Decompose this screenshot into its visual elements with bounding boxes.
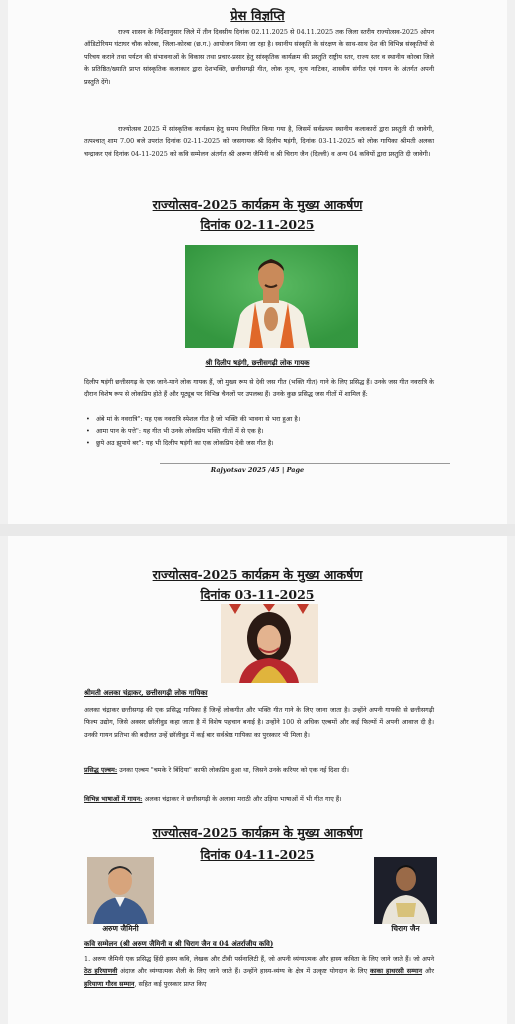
list-item: • आमा पान के पत्ते": यह गीत भी उनके लोकप्रिय भक्ति गीतों में से एक है। bbox=[84, 425, 434, 437]
artist-photo-dilip bbox=[185, 245, 358, 348]
date-heading: दिनांक 02-11-2025 bbox=[200, 217, 315, 232]
page-separator bbox=[0, 524, 515, 536]
schedule-paragraph: राज्योत्सव 2025 में सांस्कृतिक कार्यक्रम हेतु समय निर्धारित किया गया है, जिसमें सर्वप्रथम स्थानीय कलाकारों द्वारा प्रस्तुती दी जावेगी, तत्पश्चात् शाम 7.00 बजे उपरांत दिनांक 02-11-2025 को जसगायक श्री दिलीप षड़ंगी, दिनांक 03-11-2025 को लोक गायिका श्रीमती अलका चन्द्राकर एवं दिनांक 04-11-2025 को कवि सम्मेलन अंतर्गत श्री अरूण जैमिनी व श्री चिराग जैन (दिल्ली) व अन्य 04 कवियों द्वारा प्रस्तुति दी जावेगी। bbox=[84, 125, 434, 158]
page-edge-left bbox=[0, 0, 8, 524]
date-heading-2: दिनांक 04-11-2025 bbox=[200, 847, 315, 862]
poet-photo-chirag bbox=[374, 857, 437, 924]
press-release-heading: प्रेस विज्ञप्ति bbox=[230, 9, 285, 24]
page-edge-right bbox=[507, 536, 515, 1024]
main-attractions-heading-2: राज्योत्सव-2025 कार्यक्रम के मुख्य आकर्षण bbox=[152, 825, 363, 840]
artist-caption: श्रीमती अलका चंद्राकर, छत्तीसगढ़ी लोक गायिका bbox=[84, 688, 208, 697]
poet-bio bbox=[84, 953, 434, 990]
poet-name-arun: अरुण जैमिनी bbox=[102, 924, 139, 933]
poet-bio-highlight: हरियाणा गौरव सम्मान bbox=[84, 979, 135, 988]
poet-photo-arun bbox=[87, 857, 154, 924]
poet-illustration bbox=[374, 857, 437, 924]
kavi-sammelan-caption: कवि सम्मेलन (श्री अरुण जैमिनी व श्री चिराग जैन व 04 अंतर्राजीय कवि) bbox=[84, 939, 274, 948]
album-text: उनका एल्बम "चमके रे बिंदिया" काफी लोकप्रिय हुआ था, जिसने उनके करियर को एक नई दिशा दी। bbox=[119, 766, 349, 774]
page-footer: Rajyotsav 2025 /45 | Page bbox=[210, 466, 305, 474]
singer-illustration bbox=[221, 604, 318, 683]
artist-caption: श्री दिलीप षड़ंगी, छत्तीसगढ़ी लोक गायक bbox=[205, 358, 310, 367]
list-item: • अंबे मां के नवरात्रि": यह एक नवरात्रि स्पेशल गीत है जो भक्ति की भावना से भरा हुआ है। bbox=[84, 413, 434, 425]
poet-bio-text: , सहित कई पुरस्कार प्राप्त किए bbox=[134, 979, 207, 988]
main-attractions-heading: राज्योत्सव-2025 कार्यक्रम के मुख्य आकर्षण bbox=[152, 567, 363, 582]
page-two bbox=[0, 536, 515, 1024]
poet-bio-highlight: काका हाथरसी सम्मान bbox=[369, 967, 423, 976]
main-attractions-heading: राज्योत्सव-2025 कार्यक्रम के मुख्य आकर्षण bbox=[152, 197, 363, 212]
languages-label: विभिन्न भाषाओं में गायन: bbox=[84, 795, 143, 803]
poet-bio-text: अंदाज और व्यंग्यात्मक शैली के लिए जाने जाते हैं। उन्होंने हास्य-व्यंग्य के क्षेत्र में उत्कृष्ट योगदान के लिए bbox=[117, 967, 370, 976]
date-heading: दिनांक 03-11-2025 bbox=[200, 587, 315, 602]
page-edge-left bbox=[0, 536, 8, 1024]
list-item: • छुपे अउ झुपाये बर": यह भी दिलीप षड़ंगी का एक लोकप्रिय देवी जस गीत है। bbox=[84, 437, 434, 449]
artist-bio: दिलीप षड़ंगी छत्तीसगढ़ के एक जाने-माने लोक गायक हैं, जो मुख्य रूप से देवी जस गीत (भक्ति गीत) गाने के लिए प्रसिद्ध हैं। उनके जस गीत नवरात्रि के दौरान विशेष रूप से लोकप्रिय होते हैं और यूट्यूब पर विभिन्न चैनलों पर उपलब्ध हैं। उनके कुछ प्रसिद्ध जस गीतों में शामिल हैं: bbox=[84, 378, 434, 399]
languages-paragraph bbox=[84, 793, 434, 805]
footer-divider bbox=[160, 463, 450, 464]
song-list bbox=[84, 413, 434, 449]
page-edge-right bbox=[507, 0, 515, 524]
artist-photo-alka bbox=[221, 604, 318, 683]
album-label: प्रसिद्ध एल्बम: bbox=[84, 766, 118, 774]
poet-illustration bbox=[87, 857, 154, 924]
poet-bio-highlight: ठेठ हरियाणवी bbox=[84, 967, 118, 976]
album-paragraph bbox=[84, 764, 434, 776]
artist-bio: अलका चंद्राकर छत्तीसगढ़ की एक प्रसिद्ध गायिका हैं जिन्हें लोकगीत और भक्ति गीत गाने के लिए जाना जाता है। उन्होंने अपनी गायकी से छत्तीसगढ़ी फिल्म उद्योग, जिसे अक्सर छॉलीवुड कहा जाता है में विशेष पहचान बनाई है। उन्होंने 100 से अधिक एल्बमों और कई फिल्मों में अपनी आवाज दी है। उनकी गायन प्रतिभा की बदौलत उन्हें छॉलीवुड में कई बार सर्वश्रेष्ठ गायिका का पुरस्कार भी मिला है। bbox=[84, 706, 434, 739]
poet-bio-text: 1. अरुण जैमिनी एक प्रसिद्ध हिंदी हास्य कवि, लेखक और टीवी पर्सनालिटी हैं, जो अपनी व्यंग्यात्मक और हास्य कविता के लिए जाने जाते हैं। जो अपने bbox=[84, 955, 434, 963]
poet-name-chirag: चिराग जैन bbox=[391, 924, 420, 933]
poet-bio-text: और bbox=[422, 967, 434, 976]
singer-illustration bbox=[185, 245, 358, 348]
languages-text: अलका चंद्राकर ने छत्तीसगढ़ी के अलावा मराठी और उड़िया भाषाओं में भी गीत गाए हैं। bbox=[144, 795, 342, 803]
intro-paragraph: राज्य शासन के निर्देशानुसार जिले में तीन दिवसीय दिनांक 02.11.2025 से 04.11.2025 तक जिला स्तरीय राज्योत्सव-2025 ओपन ऑडिटोरियम घंटाघर चौक कोरबा, जिला-कोरबा (छ.ग.) आयोजन किया जा रहा है। स्थानीय संस्कृति के संरक्षण के साथ-साथ देश की विभिन्न संस्कृतियों से परिचय कराने तथा पर्यटन की संभावनाओं के विकास तथा प्रचार-प्रसार हेतु सांस्कृतिक कार्यक्रम की प्रस्तुति राष्ट्रीय स्तर, राज्य स्तर व स्थानीय कोरबा जिले के प्रतिष्ठित/ख्याति प्राप्त सांस्कृतिक कलाकार द्वारा देशभक्ति, छत्तीसगढ़ी गीत, लोक नृत्य, नृत्य नाटिका, शास्त्रीय संगीत एवं गायन के अंतर्गत अपनी प्रस्तुति देंगे। bbox=[84, 28, 434, 86]
